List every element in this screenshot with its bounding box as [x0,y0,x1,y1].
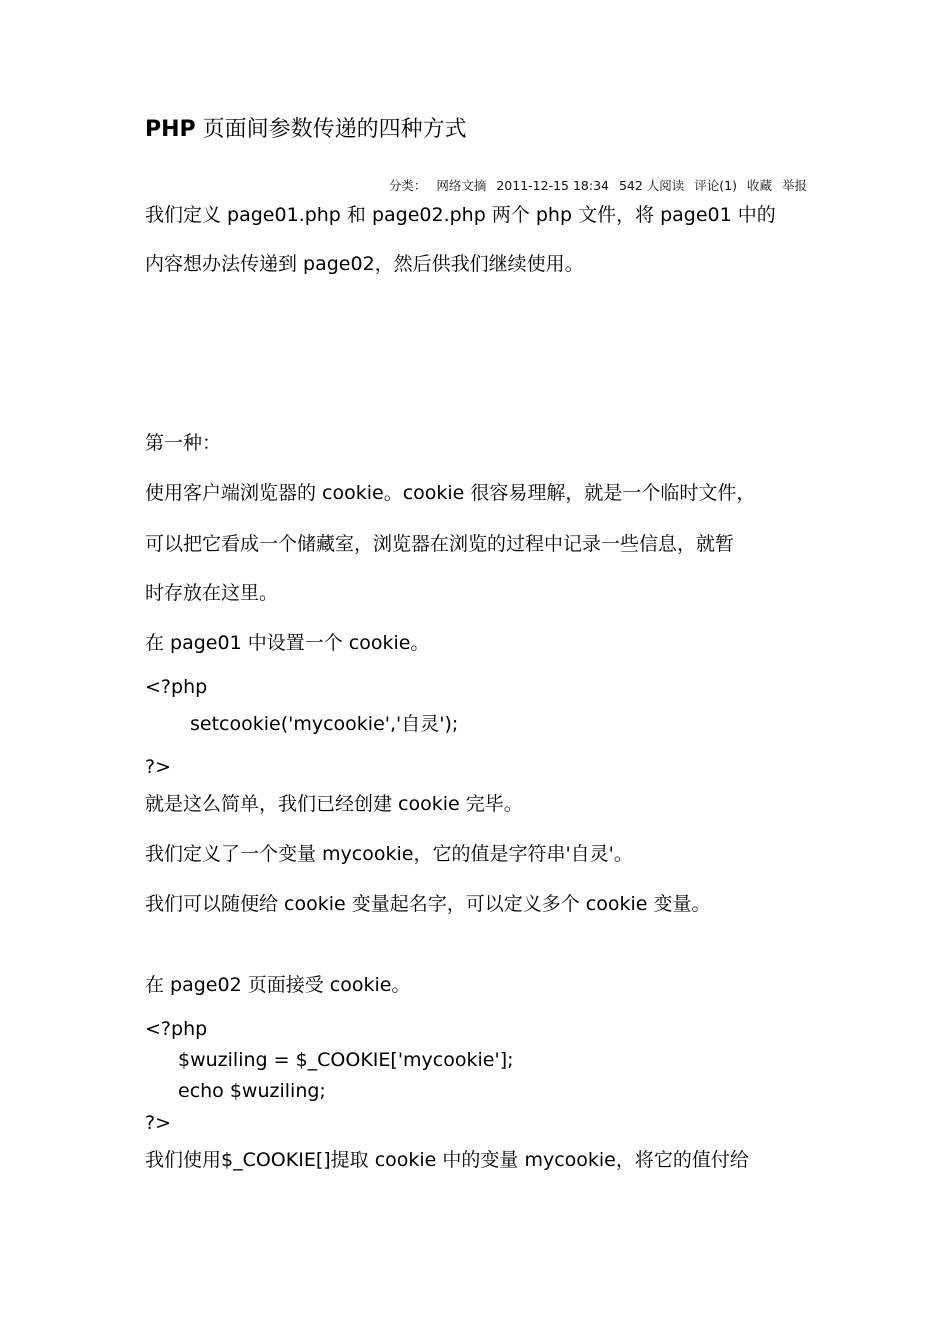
after-code1-line-1: 就是这么简单，我们已经创建 cookie 完毕。 [145,793,523,815]
code2-open-tag: <?php [145,1018,208,1040]
code1-close-tag: ?> [145,756,172,778]
cookie-desc-line-2: 可以把它看成一个储藏室，浏览器在浏览的过程中记录一些信息，就暂 [145,533,735,555]
meta-category-link[interactable]: 网络文摘 [436,178,487,193]
after-code1-line-2: 我们定义了一个变量 mycookie，它的值是字符串'自灵'。 [145,843,633,865]
set-cookie-intro: 在 page01 中设置一个 cookie。 [145,632,430,654]
intro-line-1: 我们定义 page01.php 和 page02.php 两个 php 文件，将 page01 中的 [145,204,776,226]
article-title [145,114,467,146]
code1-open-tag: <?php [145,676,208,698]
meta-favorite-link[interactable]: 收藏 [746,178,772,193]
after-code1-line-3: 我们可以随便给 cookie 变量起名字，可以定义多个 cookie 变量。 [145,893,711,915]
code2-echo-line: echo $wuziling; [178,1080,326,1102]
get-cookie-intro: 在 page02 页面接受 cookie。 [145,974,411,996]
code2-assign-line: $wuziling = $_COOKIE['mycookie']; [178,1049,514,1071]
meta-read-count: 542 人阅读 [618,178,685,193]
section-heading: 第一种： [145,432,222,454]
meta-report-link[interactable]: 举报 [781,178,807,193]
code2-close-tag: ?> [145,1112,172,1134]
title-text: 页面间参数传递的四种方式 [195,117,467,142]
cookie-desc-line-3: 时存放在这里。 [145,582,279,604]
meta-datetime: 2011-12-15 18:34 [496,178,609,193]
title-php-prefix: PHP [145,117,196,142]
cookie-desc-line-1: 使用客户端浏览器的 cookie。cookie 很容易理解，就是一个临时文件， [145,482,756,504]
intro-line-2: 内容想办法传递到 page02，然后供我们继续使用。 [145,253,584,275]
meta-comments-link[interactable]: 评论(1) [694,178,737,193]
code1-setcookie: setcookie('mycookie','自灵'); [190,713,459,735]
article-meta [383,177,807,195]
after-code2-line: 我们使用$_COOKIE[]提取 cookie 中的变量 mycookie，将它的值付给 [145,1149,749,1171]
meta-category-label: 分类： [388,178,427,193]
